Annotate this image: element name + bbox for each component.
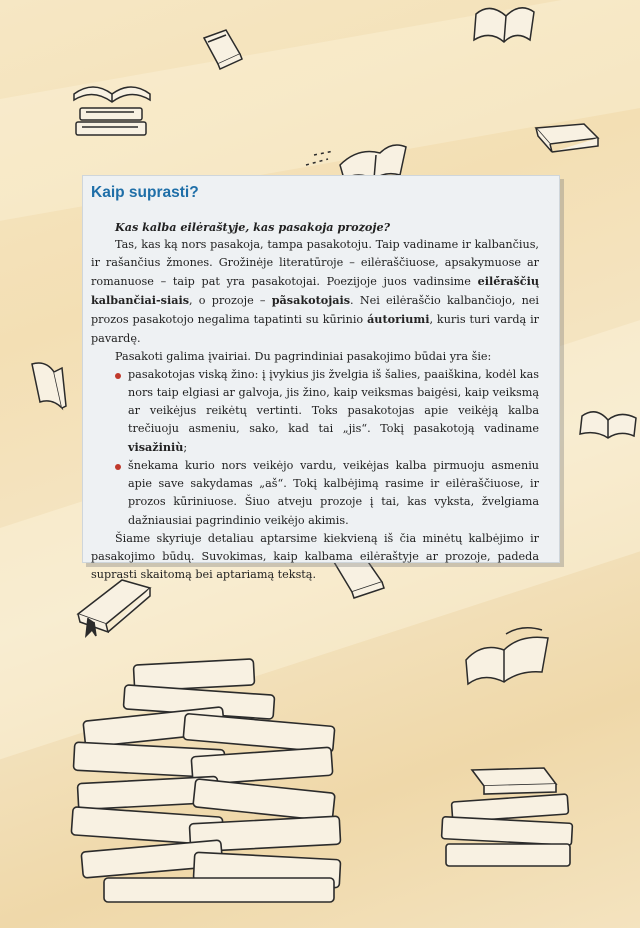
paragraph-1 [91, 236, 539, 348]
book-stack-icon [64, 650, 354, 910]
book-stack-icon [68, 72, 158, 144]
open-book-icon [28, 356, 68, 418]
info-panel [82, 175, 560, 581]
panel-title: Kaip suprasti? [91, 184, 199, 201]
panel-subtitle: Kas kalba eilėraštyje, kas pasakoja prozoje? [115, 220, 391, 234]
paragraph-text: , o prozoje – [189, 294, 272, 308]
paragraph-text: Tas, kas ką nors pasakoja, tampa pasakotoju. Taip vadiname ir kalbančius, ir rašančius žmones. Grožinėje literatūroje – eilėraščiuose, apsakymuose ar romanuose – taip pat yra pasakotojai. Poezijoje juos vadinsime [91, 238, 539, 289]
term-visazinis: visažiniù [128, 440, 184, 455]
term-pasakotojai: pãsakotojais [271, 293, 351, 308]
paragraph-3: Šiame skyriuje detaliau aptarsime kiekvieną iš čia minėtų kalbėjimo ir pasakojimo būdų. Suvokimas, kaip kalbama eilėraštyje ar prozoje, padeda suprasti skaitomą bei aptariamą tekstą. [91, 531, 539, 581]
term-kalbantieji: eilė́raščių kalbančiai-siais [91, 274, 539, 308]
term-autorius: áutoriumi [367, 312, 430, 327]
list-item: šnekama kurio nors veikėjo vardu, veikėjas kalba pirmuoju asmeniu apie save sakydamas „aš“. Tokį kalbėjimą rasime ir eilėraščiuose, ir prozos kūriniuose. Šiuo atveju prozoje į tai, kas vyksta, žvelgiama dažniausiai pagrindinio veikėjo akimis. [115, 457, 539, 529]
open-book-icon [462, 620, 552, 692]
flying-book-icon [196, 24, 246, 74]
list-item [115, 366, 539, 457]
open-book-icon [578, 402, 640, 450]
flying-book-icon [470, 0, 540, 50]
closed-book-icon [532, 118, 602, 158]
list-item-text: pasakotojas viską žino: į įvykius jis žvelgia iš šalies, paaiškina, kodėl kas nors taip elgiasi ar galvoja, jis žino, kaip veiksmas baigėsi, kaip veiksmą ar veikėjus reikėtų vertinti. Toks pasakotojas apie veikėją kalba trečiuoju asmeniu, sako, kad tai „jis“. Tokį pasakotoją vadiname [128, 367, 539, 436]
paragraph-text: , kuris turi vardą ir pavardę. [91, 313, 540, 345]
list-item-text: ; [183, 441, 188, 455]
paragraph-text: . Nei eilėraščio kalbančiojo, nei prozos pasakotojo negalima tapatinti su kūrinio [91, 294, 539, 327]
narration-modes-list [91, 366, 539, 530]
closed-book-icon [70, 574, 156, 644]
paragraph-2: Pasakoti galima įvairiai. Du pagrindiniai pasakojimo būdai yra šie: [115, 349, 492, 363]
panel-body [91, 218, 539, 584]
book-stack-icon [432, 764, 592, 874]
